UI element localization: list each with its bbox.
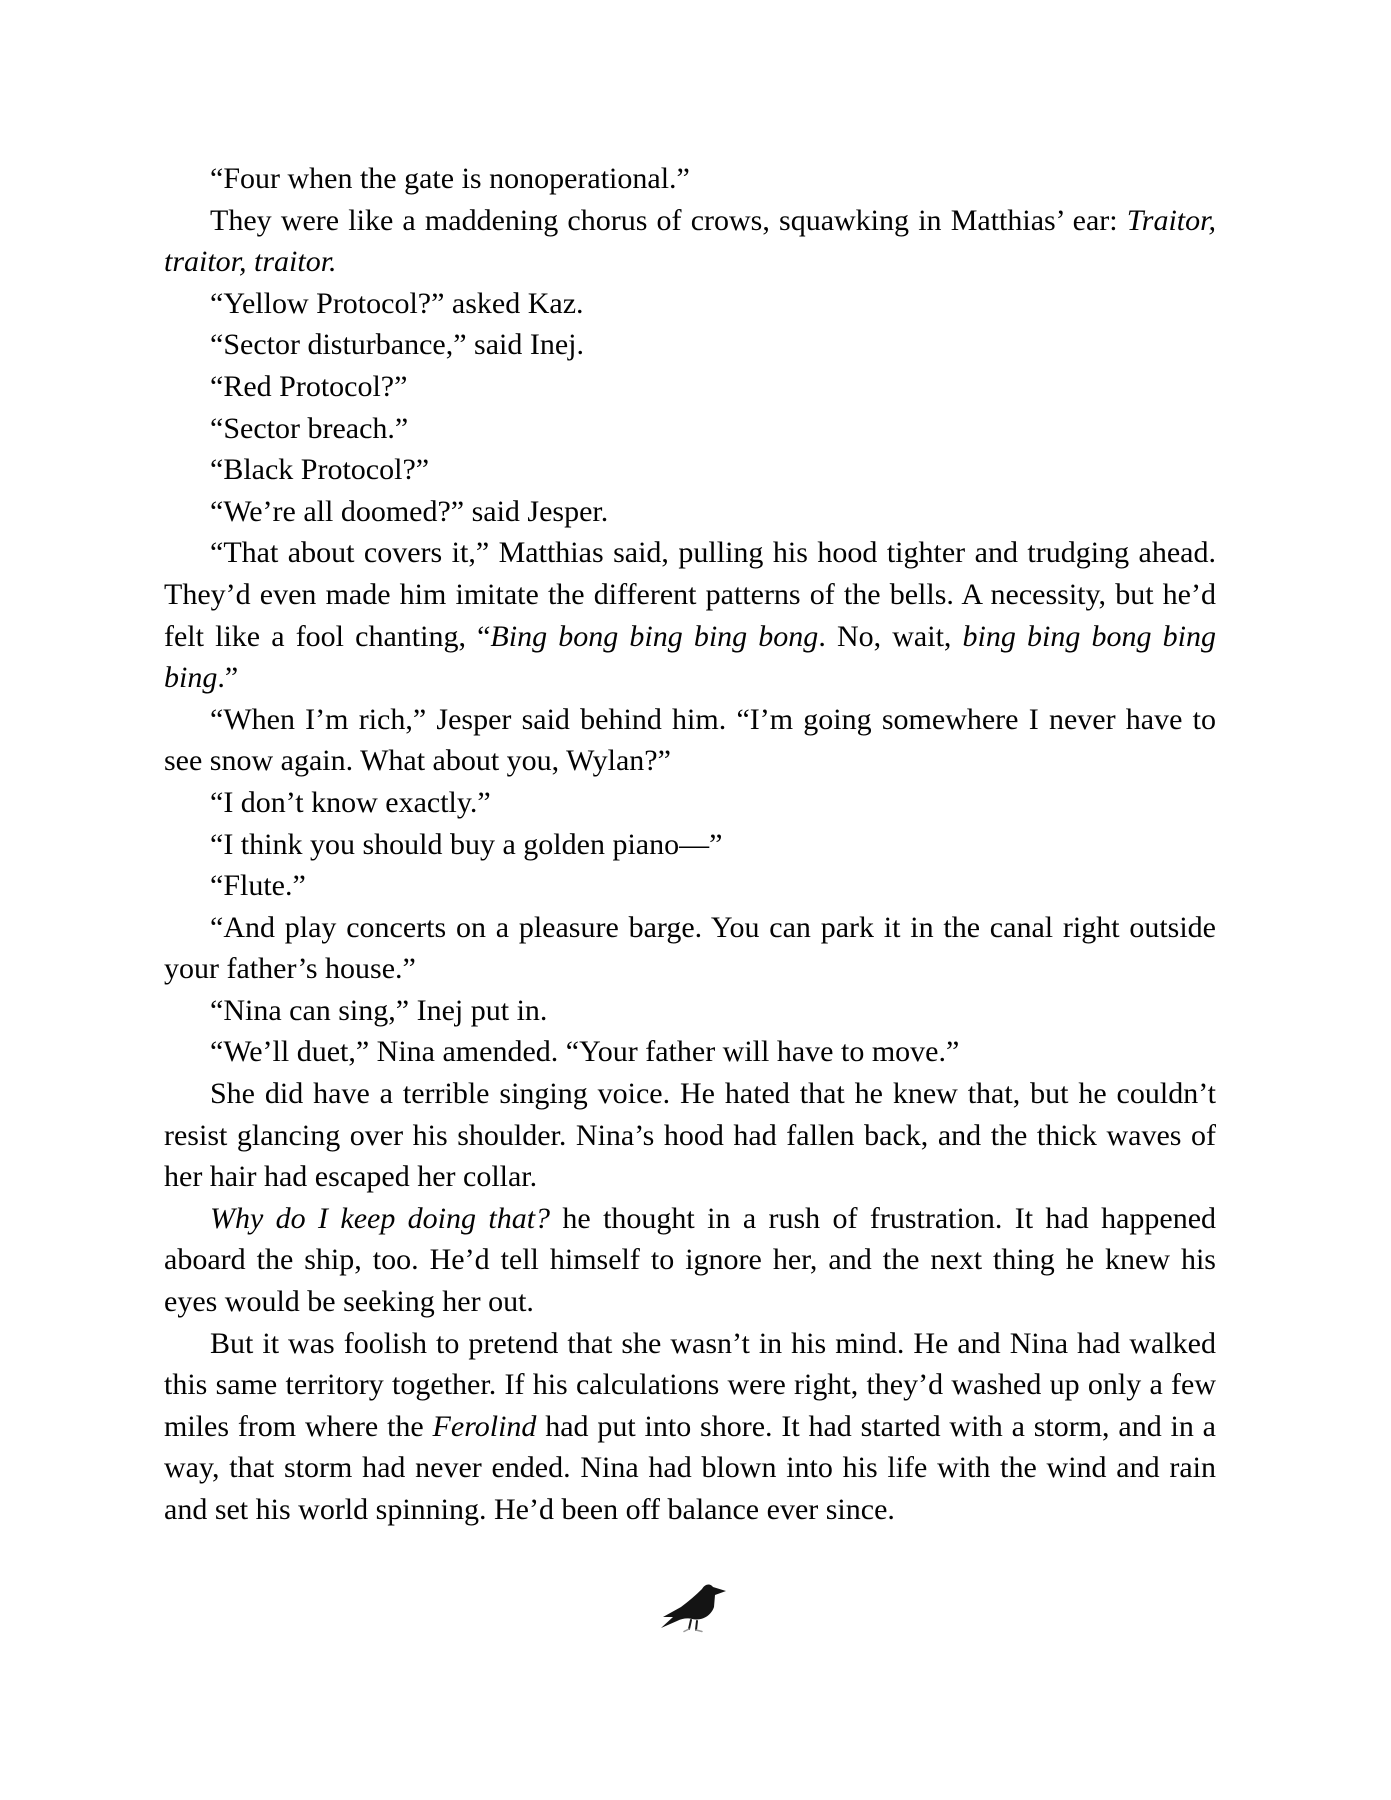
text-run: .” xyxy=(217,661,239,695)
paragraph xyxy=(164,865,1216,907)
crow-ornament-icon xyxy=(661,1583,727,1633)
text-run: “Nina can sing,” Inej put in. xyxy=(210,993,548,1027)
paragraph xyxy=(164,824,1216,866)
paragraph xyxy=(164,907,1216,990)
text-run: “When I’m rich,” Jesper said behind him. “I’m going somewhere I never have to see snow again. What about you, Wylan?” xyxy=(164,702,1216,778)
text-run: But it was foolish to pretend that she wasn’t in his mind. He and Nina had walked this same territory together. If his calculations were right, they’d washed up only a few miles from where the xyxy=(164,1326,1216,1443)
paragraph xyxy=(164,990,1216,1032)
text-run: Ferolind xyxy=(432,1409,537,1443)
text-run: Bing bong bing bing bong xyxy=(490,619,819,653)
text-run: bing bing bong bing bing xyxy=(164,619,1216,695)
paragraph xyxy=(164,283,1216,325)
text-run: “I think you should buy a golden piano—” xyxy=(210,827,723,861)
text-run: had put into shore. It had started with a storm, and in a way, that storm had never ended. Nina had blown into his life with the wind and rain and set his world spinning. He’d been off balance ever since. xyxy=(164,1409,1216,1526)
paragraph xyxy=(164,408,1216,450)
paragraph xyxy=(164,324,1216,366)
text-run: “Yellow Protocol?” asked Kaz. xyxy=(210,286,584,320)
text-run: “Sector disturbance,” said Inej. xyxy=(210,328,585,362)
text-run: “That about covers it,” Matthias said, pulling his hood tighter and trudging ahead. They’d even made him imitate the different patterns of the bells. A necessity, but he’d felt like a fool chanting, “ xyxy=(164,536,1216,653)
paragraph xyxy=(164,449,1216,491)
text-run: Traitor, traitor, traitor. xyxy=(164,203,1216,279)
paragraph xyxy=(164,1073,1216,1198)
text-run: “And play concerts on a pleasure barge. You can park it in the canal right outside your father’s house.” xyxy=(164,910,1216,986)
paragraph xyxy=(164,366,1216,408)
paragraph xyxy=(164,699,1216,782)
text-run: “Black Protocol?” xyxy=(210,453,430,487)
page-text xyxy=(164,158,1216,1531)
text-run: “Sector breach.” xyxy=(210,411,409,445)
text-run: “Red Protocol?” xyxy=(210,369,408,403)
paragraph xyxy=(164,491,1216,533)
text-run: “I don’t know exactly.” xyxy=(210,785,491,819)
paragraph xyxy=(164,1198,1216,1323)
text-run: “Flute.” xyxy=(210,869,306,903)
text-run: “We’ll duet,” Nina amended. “Your father will have to move.” xyxy=(210,1035,960,1069)
paragraph xyxy=(164,782,1216,824)
paragraph xyxy=(164,1031,1216,1073)
text-run: “Four when the gate is nonoperational.” xyxy=(210,162,690,195)
text-run: . No, wait, xyxy=(818,619,963,653)
paragraph xyxy=(164,200,1216,283)
paragraph xyxy=(164,158,1216,200)
text-run: She did have a terrible singing voice. He hated that he knew that, but he couldn’t resist glancing over his shoulder. Nina’s hood had fallen back, and the thick waves of her hair had escaped her collar. xyxy=(164,1077,1216,1194)
text-run: he thought in a rush of frustration. It had happened aboard the ship, too. He’d tell himself to ignore her, and the next thing he knew his eyes would be seeking her out. xyxy=(164,1201,1217,1319)
text-run: Why do I keep doing that? xyxy=(210,1201,551,1235)
text-run: “We’re all doomed?” said Jesper. xyxy=(210,494,609,528)
paragraph xyxy=(164,532,1216,698)
text-run: They were like a maddening chorus of crows, squawking in Matthias’ ear: xyxy=(210,203,1127,237)
paragraph xyxy=(164,1323,1216,1531)
